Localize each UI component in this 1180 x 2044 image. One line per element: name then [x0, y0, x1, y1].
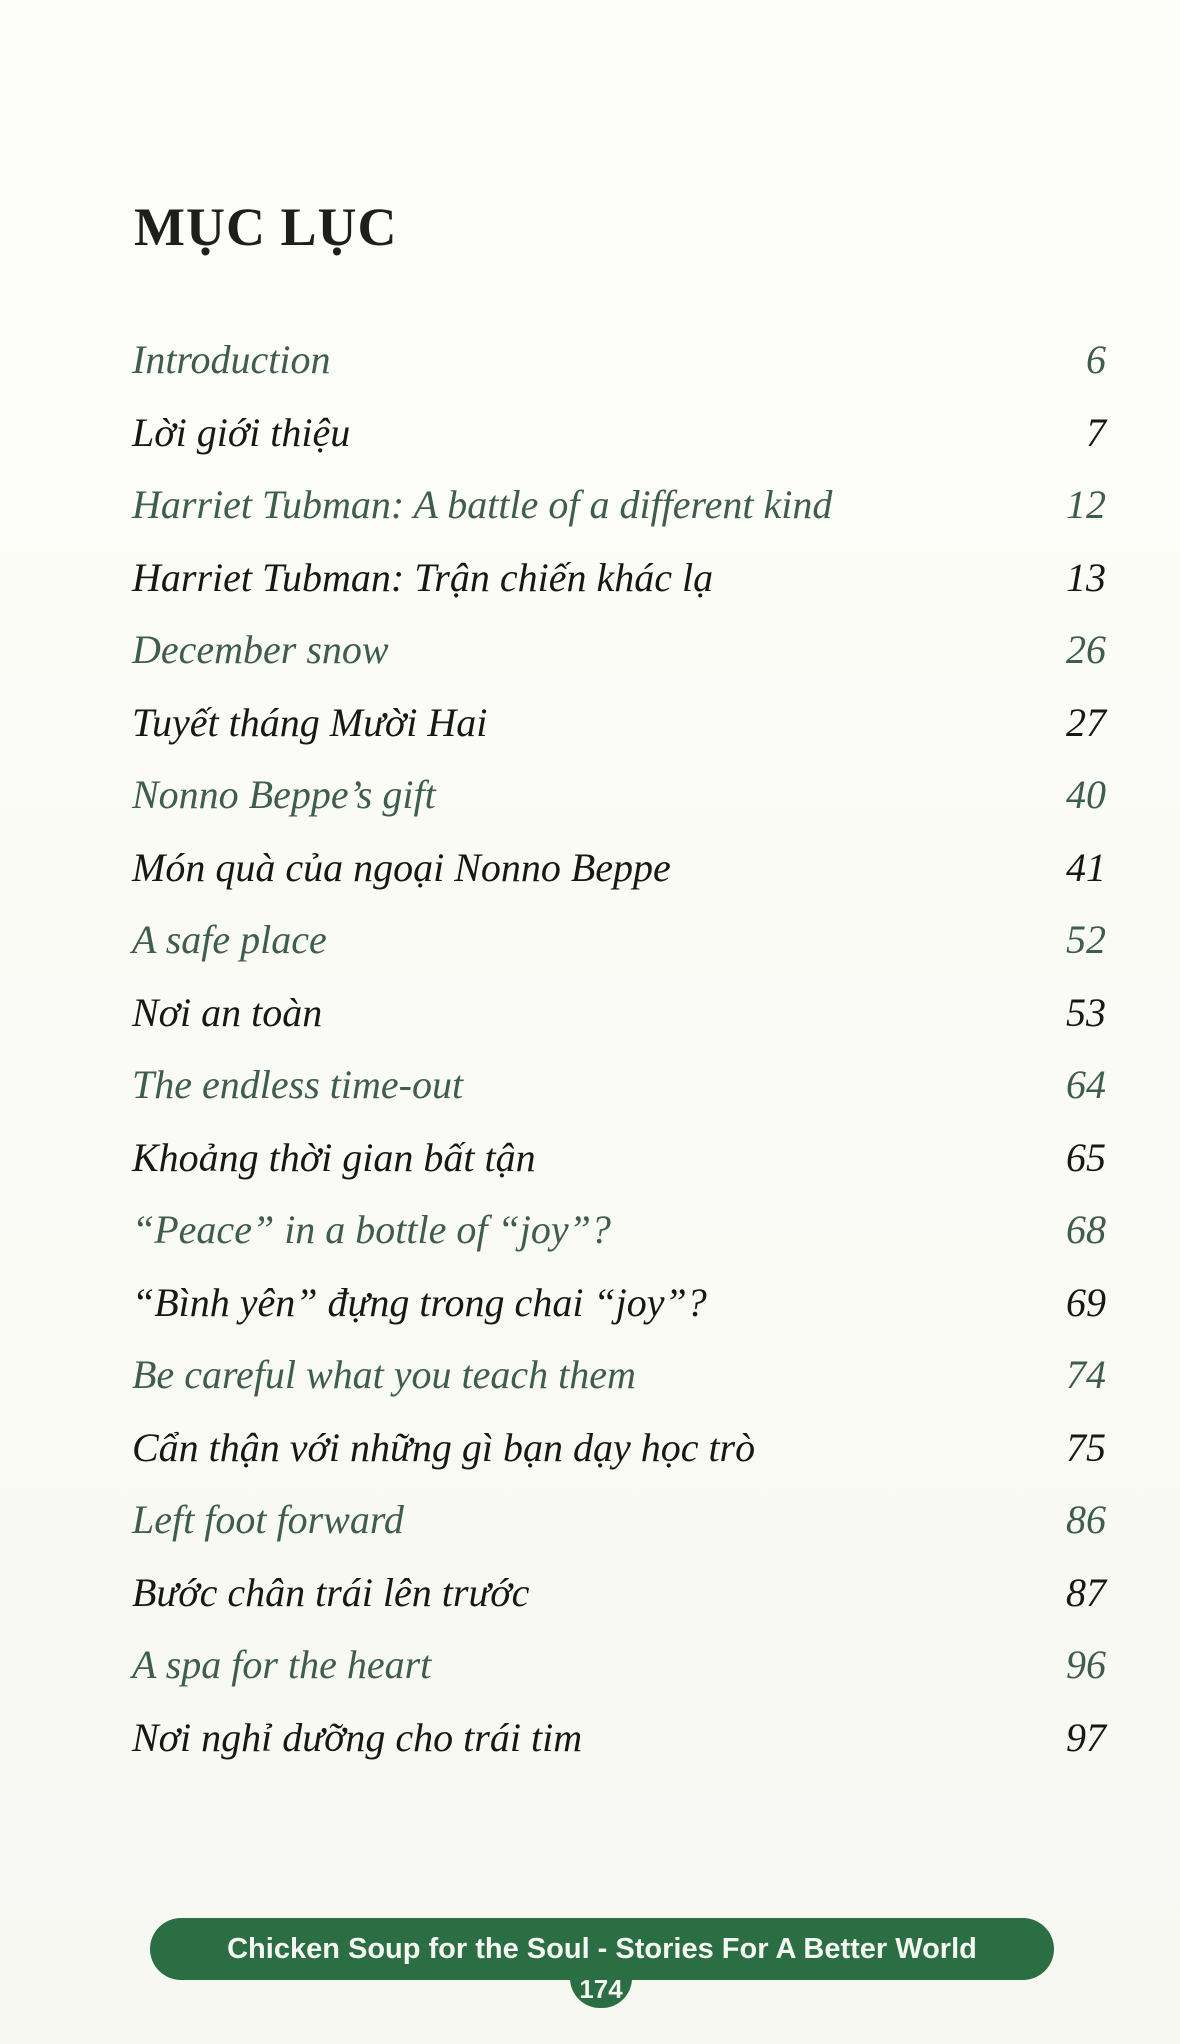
- toc-entry-page: 53: [1066, 989, 1106, 1035]
- toc-entry-page: 52: [1066, 917, 1106, 962]
- toc-entry: [132, 324, 1106, 397]
- toc-entry-title: Cẩn thận với những gì bạn dạy học trò: [132, 1424, 756, 1470]
- toc-entry-title: A safe place: [132, 917, 327, 962]
- toc-entry-title: Nơi an toàn: [132, 989, 323, 1035]
- toc-entry-title: Nơi nghỉ dưỡng cho trái tim: [132, 1714, 583, 1760]
- toc-entry-title: Harriet Tubman: A battle of a different kind: [132, 482, 833, 527]
- toc-entry: [132, 1557, 1106, 1630]
- toc-entry: [132, 469, 1106, 542]
- toc-entry: [132, 1049, 1106, 1122]
- toc-entry-page: 65: [1066, 1134, 1106, 1180]
- toc-entry-page: 64: [1066, 1062, 1106, 1107]
- toc-entry: [132, 542, 1106, 615]
- toc-entry: [132, 832, 1106, 905]
- footer-series-title: Chicken Soup for the Soul - Stories For A Better World: [227, 1933, 977, 1965]
- toc-entry-title: “Bình yên” đựng trong chai “joy”?: [132, 1279, 707, 1325]
- toc-entry-page: 12: [1066, 482, 1106, 527]
- toc-entry-page: 40: [1066, 772, 1106, 817]
- toc-entry-title: Left foot forward: [132, 1497, 404, 1542]
- toc-entry: [132, 904, 1106, 977]
- toc-entry-title: December snow: [132, 627, 389, 672]
- table-of-contents: [132, 324, 1106, 1774]
- toc-entry-page: 87: [1066, 1569, 1106, 1615]
- toc-entry-page: 26: [1066, 627, 1106, 672]
- toc-entry-title: Bước chân trái lên trước: [132, 1569, 530, 1615]
- toc-entry: [132, 1339, 1106, 1412]
- toc-entry: [132, 977, 1106, 1050]
- toc-entry-page: 41: [1066, 844, 1106, 890]
- toc-entry: [132, 1484, 1106, 1557]
- toc-entry-page: 7: [1086, 409, 1106, 455]
- toc-entry-page: 97: [1066, 1714, 1106, 1760]
- toc-entry: [132, 1267, 1106, 1340]
- toc-entry-page: 75: [1066, 1424, 1106, 1470]
- toc-entry-title: The endless time-out: [132, 1062, 464, 1107]
- toc-entry-title: A spa for the heart: [132, 1642, 432, 1687]
- toc-entry: [132, 1412, 1106, 1485]
- toc-entry: [132, 1629, 1106, 1702]
- page-number-badge: 174: [570, 1972, 632, 2008]
- toc-entry: [132, 614, 1106, 687]
- toc-entry: [132, 1122, 1106, 1195]
- toc-entry: [132, 397, 1106, 470]
- toc-entry-title: Khoảng thời gian bất tận: [132, 1134, 536, 1180]
- toc-entry-page: 13: [1066, 554, 1106, 600]
- toc-entry-page: 96: [1066, 1642, 1106, 1687]
- toc-entry-page: 69: [1066, 1279, 1106, 1325]
- toc-entry-title: Nonno Beppe’s gift: [132, 772, 436, 817]
- page-title: MỤC LỤC: [134, 197, 398, 257]
- toc-entry: [132, 759, 1106, 832]
- toc-entry-page: 68: [1066, 1207, 1106, 1252]
- toc-entry-title: Tuyết tháng Mười Hai: [132, 699, 488, 745]
- toc-entry: [132, 1702, 1106, 1775]
- toc-entry-title: Harriet Tubman: Trận chiến khác lạ: [132, 554, 714, 600]
- toc-entry-title: “Peace” in a bottle of “joy”?: [132, 1207, 611, 1252]
- toc-entry-page: 6: [1086, 337, 1106, 382]
- toc-entry-title: Introduction: [132, 337, 331, 382]
- toc-entry: [132, 687, 1106, 760]
- toc-entry-title: Món quà của ngoại Nonno Beppe: [132, 844, 671, 890]
- toc-entry-title: Be careful what you teach them: [132, 1352, 636, 1397]
- toc-entry-title: Lời giới thiệu: [132, 409, 351, 455]
- toc-entry-page: 86: [1066, 1497, 1106, 1542]
- toc-entry-page: 74: [1066, 1352, 1106, 1397]
- toc-entry-page: 27: [1066, 699, 1106, 745]
- toc-entry: [132, 1194, 1106, 1267]
